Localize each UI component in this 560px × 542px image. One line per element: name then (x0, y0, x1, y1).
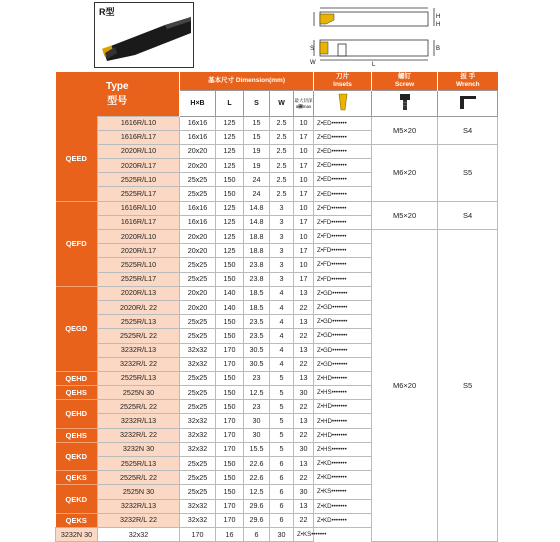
l-cell: 170 (180, 527, 216, 541)
hb-cell: 32x32 (180, 357, 216, 371)
s-cell: 23.8 (244, 272, 270, 286)
hb-cell: 25x25 (180, 315, 216, 329)
w-cell: 5 (270, 428, 294, 442)
hb-cell: 16x16 (180, 215, 216, 229)
w-cell: 2.5 (270, 144, 294, 158)
w-cell: 6 (270, 499, 294, 513)
s-cell: 14.8 (244, 201, 270, 215)
dimension-header: 基本尺寸 Dimension(mm) (180, 72, 314, 90)
depth-cell: 17 (294, 187, 314, 201)
l-cell: 125 (216, 116, 244, 130)
insert-cell: Z•HD••••••• (314, 371, 372, 385)
l-cell: 170 (216, 513, 244, 527)
l-cell: 125 (216, 230, 244, 244)
drawing-label-s: S (310, 46, 315, 52)
hb-cell: 25x25 (180, 386, 216, 400)
spec-table (55, 72, 497, 539)
s-cell: 14.8 (244, 215, 270, 229)
insert-cell: Z•ED••••••• (314, 173, 372, 187)
group-name: QEKS (56, 471, 98, 485)
depth-cell: 22 (294, 471, 314, 485)
model-cell: 2525R/L17 (98, 272, 180, 286)
w-cell: 4 (270, 343, 294, 357)
screw-cell: M5×20 (372, 201, 438, 229)
s-cell: 18.5 (244, 300, 270, 314)
s-cell: 30 (244, 414, 270, 428)
insert-cell: Z•KD••••••• (314, 513, 372, 527)
screw-icon (394, 92, 416, 112)
l-cell: 150 (216, 457, 244, 471)
group-name: QEHD (56, 400, 98, 428)
s-cell: 24 (244, 173, 270, 187)
w-cell: 5 (270, 400, 294, 414)
wrench-cell: S5 (438, 144, 498, 201)
s-cell: 23.8 (244, 258, 270, 272)
depth-cell: 13 (294, 371, 314, 385)
s-cell: 15.5 (244, 442, 270, 456)
l-cell: 150 (216, 315, 244, 329)
w-cell: 3 (270, 272, 294, 286)
spec-body (56, 116, 498, 542)
depth-cell: 30 (294, 442, 314, 456)
drawing-label-l: L (372, 62, 376, 68)
s-cell: 19 (244, 144, 270, 158)
model-cell: 2525R/L13 (98, 371, 180, 385)
insert-cell: Z•HS••••••• (314, 442, 372, 456)
depth-cell: 10 (294, 258, 314, 272)
model-cell: 3232N 30 (98, 442, 180, 456)
model-cell: 2525R/L 22 (98, 400, 180, 414)
screw-header-en: Screw (394, 80, 415, 88)
insert-cell: Z•GD••••••• (314, 343, 372, 357)
insert-image-cell (314, 90, 372, 116)
insert-cell: Z•FD••••••• (314, 272, 372, 286)
w-cell: 2.5 (270, 187, 294, 201)
hb-cell: 25x25 (180, 187, 216, 201)
depth-cell: 10 (294, 144, 314, 158)
s-cell: 23.5 (244, 315, 270, 329)
insert-cell: Z•FD••••••• (314, 201, 372, 215)
insert-cell: Z•HD••••••• (314, 414, 372, 428)
w-cell: 4 (270, 329, 294, 343)
insert-cell: Z•HD••••••• (314, 428, 372, 442)
s-cell: 12.5 (244, 485, 270, 499)
depth-cell: 10 (294, 116, 314, 130)
model-cell: 2020R/L10 (98, 230, 180, 244)
depth-cell: 17 (294, 130, 314, 144)
depth-cell: 22 (294, 357, 314, 371)
w-cell: 5 (270, 386, 294, 400)
s-cell: 23 (244, 400, 270, 414)
hb-cell: 25x25 (180, 329, 216, 343)
model-cell: 3232R/L13 (98, 499, 180, 513)
model-cell: 2525R/L13 (98, 315, 180, 329)
insert-cell: Z•GD••••••• (314, 286, 372, 300)
col-s-header: S (244, 90, 270, 116)
depth-cell: 22 (294, 300, 314, 314)
model-cell: 2525R/L10 (98, 258, 180, 272)
model-cell: 3232R/L 22 (98, 513, 180, 527)
group-name: QEKD (56, 485, 98, 513)
l-cell: 150 (216, 485, 244, 499)
model-cell: 2525N 30 (98, 386, 180, 400)
w-cell: 6 (244, 527, 270, 541)
depth-cell: 10 (294, 230, 314, 244)
l-cell: 150 (216, 371, 244, 385)
depth-cell: 13 (294, 286, 314, 300)
wrench-icon (456, 92, 480, 112)
hb-cell: 20x20 (180, 230, 216, 244)
depth-cell: 10 (294, 173, 314, 187)
l-cell: 170 (216, 357, 244, 371)
model-cell: 2020R/L 22 (98, 300, 180, 314)
inserts-header-en: Insets (333, 80, 352, 88)
w-cell: 2.5 (270, 159, 294, 173)
wrench-cell: S4 (438, 201, 498, 229)
screw-cell: M6×20 (372, 144, 438, 201)
depth-cell: 13 (294, 343, 314, 357)
l-cell: 170 (216, 343, 244, 357)
l-cell: 125 (216, 244, 244, 258)
insert-cell: Z•ED••••••• (314, 130, 372, 144)
insert-cell: Z•KD••••••• (314, 499, 372, 513)
depth-cell: 13 (294, 457, 314, 471)
l-cell: 140 (216, 286, 244, 300)
hb-cell: 32x32 (180, 428, 216, 442)
insert-cell: Z•ED••••••• (314, 116, 372, 130)
w-cell: 6 (270, 485, 294, 499)
col-w-header: W (270, 90, 294, 116)
wrench-header-en: Wrench (455, 80, 480, 88)
model-cell: 1616R/L17 (98, 215, 180, 229)
table-row (56, 116, 498, 130)
hb-cell: 25x25 (180, 272, 216, 286)
s-cell: 29.6 (244, 499, 270, 513)
s-cell: 18.8 (244, 230, 270, 244)
hb-cell: 20x20 (180, 286, 216, 300)
s-cell: 15 (244, 116, 270, 130)
l-cell: 150 (216, 329, 244, 343)
model-cell: 2525R/L17 (98, 187, 180, 201)
screw-header-cn: 螺钉 (398, 72, 412, 80)
w-cell: 3 (270, 230, 294, 244)
l-cell: 170 (216, 414, 244, 428)
screw-header (372, 72, 438, 90)
model-cell: 2020R/L13 (98, 286, 180, 300)
hb-cell: 25x25 (180, 400, 216, 414)
model-cell: 2020R/L10 (98, 144, 180, 158)
depth-cell: 10 (294, 201, 314, 215)
s-cell: 16 (216, 527, 244, 541)
hb-cell: 20x20 (180, 144, 216, 158)
hb-cell: 16x16 (180, 116, 216, 130)
w-cell: 6 (270, 471, 294, 485)
l-cell: 150 (216, 386, 244, 400)
w-cell: 4 (270, 357, 294, 371)
wrench-cell: S4 (438, 116, 498, 144)
w-cell: 3 (270, 215, 294, 229)
w-cell: 4 (270, 286, 294, 300)
model-cell: 2525R/L 22 (98, 329, 180, 343)
group-name: QEED (56, 116, 98, 201)
s-cell: 29.6 (244, 513, 270, 527)
model-cell: 3232R/L13 (98, 414, 180, 428)
w-cell: 5 (270, 414, 294, 428)
s-cell: 22.6 (244, 471, 270, 485)
depth-cell: 22 (294, 329, 314, 343)
model-cell: 1616R/L10 (98, 116, 180, 130)
depth-cell: 17 (294, 272, 314, 286)
insert-cell: Z•HS••••••• (314, 386, 372, 400)
drawing-label-h: H (436, 14, 441, 20)
w-cell: 5 (270, 442, 294, 456)
depth-cell: 30 (294, 386, 314, 400)
l-cell: 125 (216, 159, 244, 173)
model-cell: 2525R/L10 (98, 173, 180, 187)
insert-cell: Z•FD••••••• (314, 258, 372, 272)
drawing-label-w: W (310, 60, 316, 66)
hb-cell: 32x32 (180, 513, 216, 527)
table-row (56, 201, 498, 215)
model-cell: 2525R/L 22 (98, 471, 180, 485)
depth-cell: 17 (294, 215, 314, 229)
product-photo (94, 2, 194, 68)
hb-cell: 16x16 (180, 130, 216, 144)
w-cell: 4 (270, 315, 294, 329)
l-cell: 150 (216, 187, 244, 201)
w-cell: 5 (270, 371, 294, 385)
model-cell: 2525R/L13 (98, 457, 180, 471)
model-cell: 2020R/L17 (98, 244, 180, 258)
hb-cell: 32x32 (180, 343, 216, 357)
insert-cell: Z•HD••••••• (314, 400, 372, 414)
screw-cell: M5×20 (372, 116, 438, 144)
w-cell: 3 (270, 201, 294, 215)
group-name: QEGD (56, 286, 98, 371)
w-cell: 2.5 (270, 173, 294, 187)
insert-cell: Z•KD••••••• (314, 457, 372, 471)
type-header-cn: 型号 (107, 95, 128, 107)
hb-cell: 32x32 (180, 442, 216, 456)
model-cell: 2525N 30 (98, 485, 180, 499)
depth-cell: 13 (294, 315, 314, 329)
drawing-label-h1: H (436, 22, 441, 28)
col-l-header: L (216, 90, 244, 116)
l-cell: 170 (216, 499, 244, 513)
insert-cell: Z•GD••••••• (314, 300, 372, 314)
insert-cell: Z•FD••••••• (314, 215, 372, 229)
hb-cell: 25x25 (180, 371, 216, 385)
group-name: QEHS (56, 428, 98, 442)
s-cell: 12.5 (244, 386, 270, 400)
l-cell: 170 (216, 442, 244, 456)
depth-cell: 22 (294, 400, 314, 414)
model-cell: 1616R/L10 (98, 201, 180, 215)
group-name: QEHS (56, 386, 98, 400)
s-cell: 30.5 (244, 343, 270, 357)
w-cell: 6 (270, 457, 294, 471)
insert-cell: Z•KS••••••• (294, 527, 314, 541)
model-cell: 3232R/L13 (98, 343, 180, 357)
w-cell: 3 (270, 258, 294, 272)
type-header (56, 72, 180, 116)
insert-cell: Z•GD••••••• (314, 315, 372, 329)
hb-cell: 20x20 (180, 244, 216, 258)
l-cell: 150 (216, 258, 244, 272)
insert-cell: Z•ED••••••• (314, 144, 372, 158)
hb-cell: 25x25 (180, 485, 216, 499)
wrench-header-cn: 扳 手 (460, 72, 476, 80)
insert-cell: Z•FD••••••• (314, 244, 372, 258)
s-cell: 15 (244, 130, 270, 144)
hb-cell: 16x16 (180, 201, 216, 215)
w-cell: 2.5 (270, 130, 294, 144)
w-cell: 2.5 (270, 116, 294, 130)
model-cell: 2020R/L17 (98, 159, 180, 173)
insert-cell: Z•GD••••••• (314, 357, 372, 371)
hb-cell: 32x32 (98, 527, 180, 541)
group-name: QEKS (56, 513, 98, 527)
insert-cell: Z•FD••••••• (314, 230, 372, 244)
wrench-header (438, 72, 498, 90)
photo-label: R型 (99, 7, 115, 17)
model-cell: 1616R/L17 (98, 130, 180, 144)
hb-cell: 25x25 (180, 471, 216, 485)
depth-cell: 30 (270, 527, 294, 541)
model-cell: 3232N 30 (56, 527, 98, 541)
s-cell: 22.6 (244, 457, 270, 471)
drawing-label-b: B (436, 46, 441, 52)
hb-cell: 25x25 (180, 258, 216, 272)
hb-cell: 32x32 (180, 499, 216, 513)
hb-cell: 25x25 (180, 457, 216, 471)
hb-cell: 32x32 (180, 414, 216, 428)
col-depth-header: 最大切深 a₝max (294, 90, 314, 116)
insert-cell: Z•KD••••••• (314, 471, 372, 485)
screw-image-cell (372, 90, 438, 116)
group-name: QEKD (56, 442, 98, 470)
l-cell: 125 (216, 201, 244, 215)
l-cell: 150 (216, 471, 244, 485)
s-cell: 18.8 (244, 244, 270, 258)
s-cell: 23 (244, 371, 270, 385)
hb-cell: 20x20 (180, 300, 216, 314)
l-cell: 170 (216, 428, 244, 442)
l-cell: 150 (216, 173, 244, 187)
l-cell: 125 (216, 144, 244, 158)
depth-cell: 22 (294, 513, 314, 527)
insert-cell: Z•ED••••••• (314, 187, 372, 201)
w-cell: 4 (270, 300, 294, 314)
table-row (56, 230, 498, 244)
table-row (56, 144, 498, 158)
w-cell: 3 (270, 244, 294, 258)
model-cell: 3232R/L 22 (98, 428, 180, 442)
s-cell: 24 (244, 187, 270, 201)
l-cell: 125 (216, 215, 244, 229)
type-header-en: Type (105, 80, 129, 92)
inserts-header-cn: 刀片 (336, 72, 350, 80)
depth-cell: 13 (294, 414, 314, 428)
s-cell: 19 (244, 159, 270, 173)
depth-cell: 22 (294, 428, 314, 442)
inserts-header (314, 72, 372, 90)
w-cell: 6 (270, 513, 294, 527)
l-cell: 150 (216, 400, 244, 414)
technical-drawing (310, 4, 450, 66)
depth-cell: 17 (294, 159, 314, 173)
insert-icon (336, 92, 350, 112)
depth-cell: 13 (294, 499, 314, 513)
l-cell: 140 (216, 300, 244, 314)
depth-cell: 17 (294, 244, 314, 258)
model-cell: 3232R/L 22 (98, 357, 180, 371)
hb-cell: 25x25 (180, 173, 216, 187)
hb-cell: 20x20 (180, 159, 216, 173)
group-name: QEHD (56, 371, 98, 385)
wrench-cell: S5 (438, 230, 498, 542)
wrench-image-cell (438, 90, 498, 116)
screw-cell: M6×20 (372, 230, 438, 542)
group-name: QEFD (56, 201, 98, 286)
depth-cell: 30 (294, 485, 314, 499)
s-cell: 23.5 (244, 329, 270, 343)
insert-cell: Z•KS••••••• (314, 485, 372, 499)
s-cell: 30.5 (244, 357, 270, 371)
insert-cell: Z•ED••••••• (314, 159, 372, 173)
s-cell: 18.5 (244, 286, 270, 300)
l-cell: 125 (216, 130, 244, 144)
l-cell: 150 (216, 272, 244, 286)
s-cell: 30 (244, 428, 270, 442)
insert-cell: Z•GD••••••• (314, 329, 372, 343)
col-hb-header: H×B (180, 90, 216, 116)
